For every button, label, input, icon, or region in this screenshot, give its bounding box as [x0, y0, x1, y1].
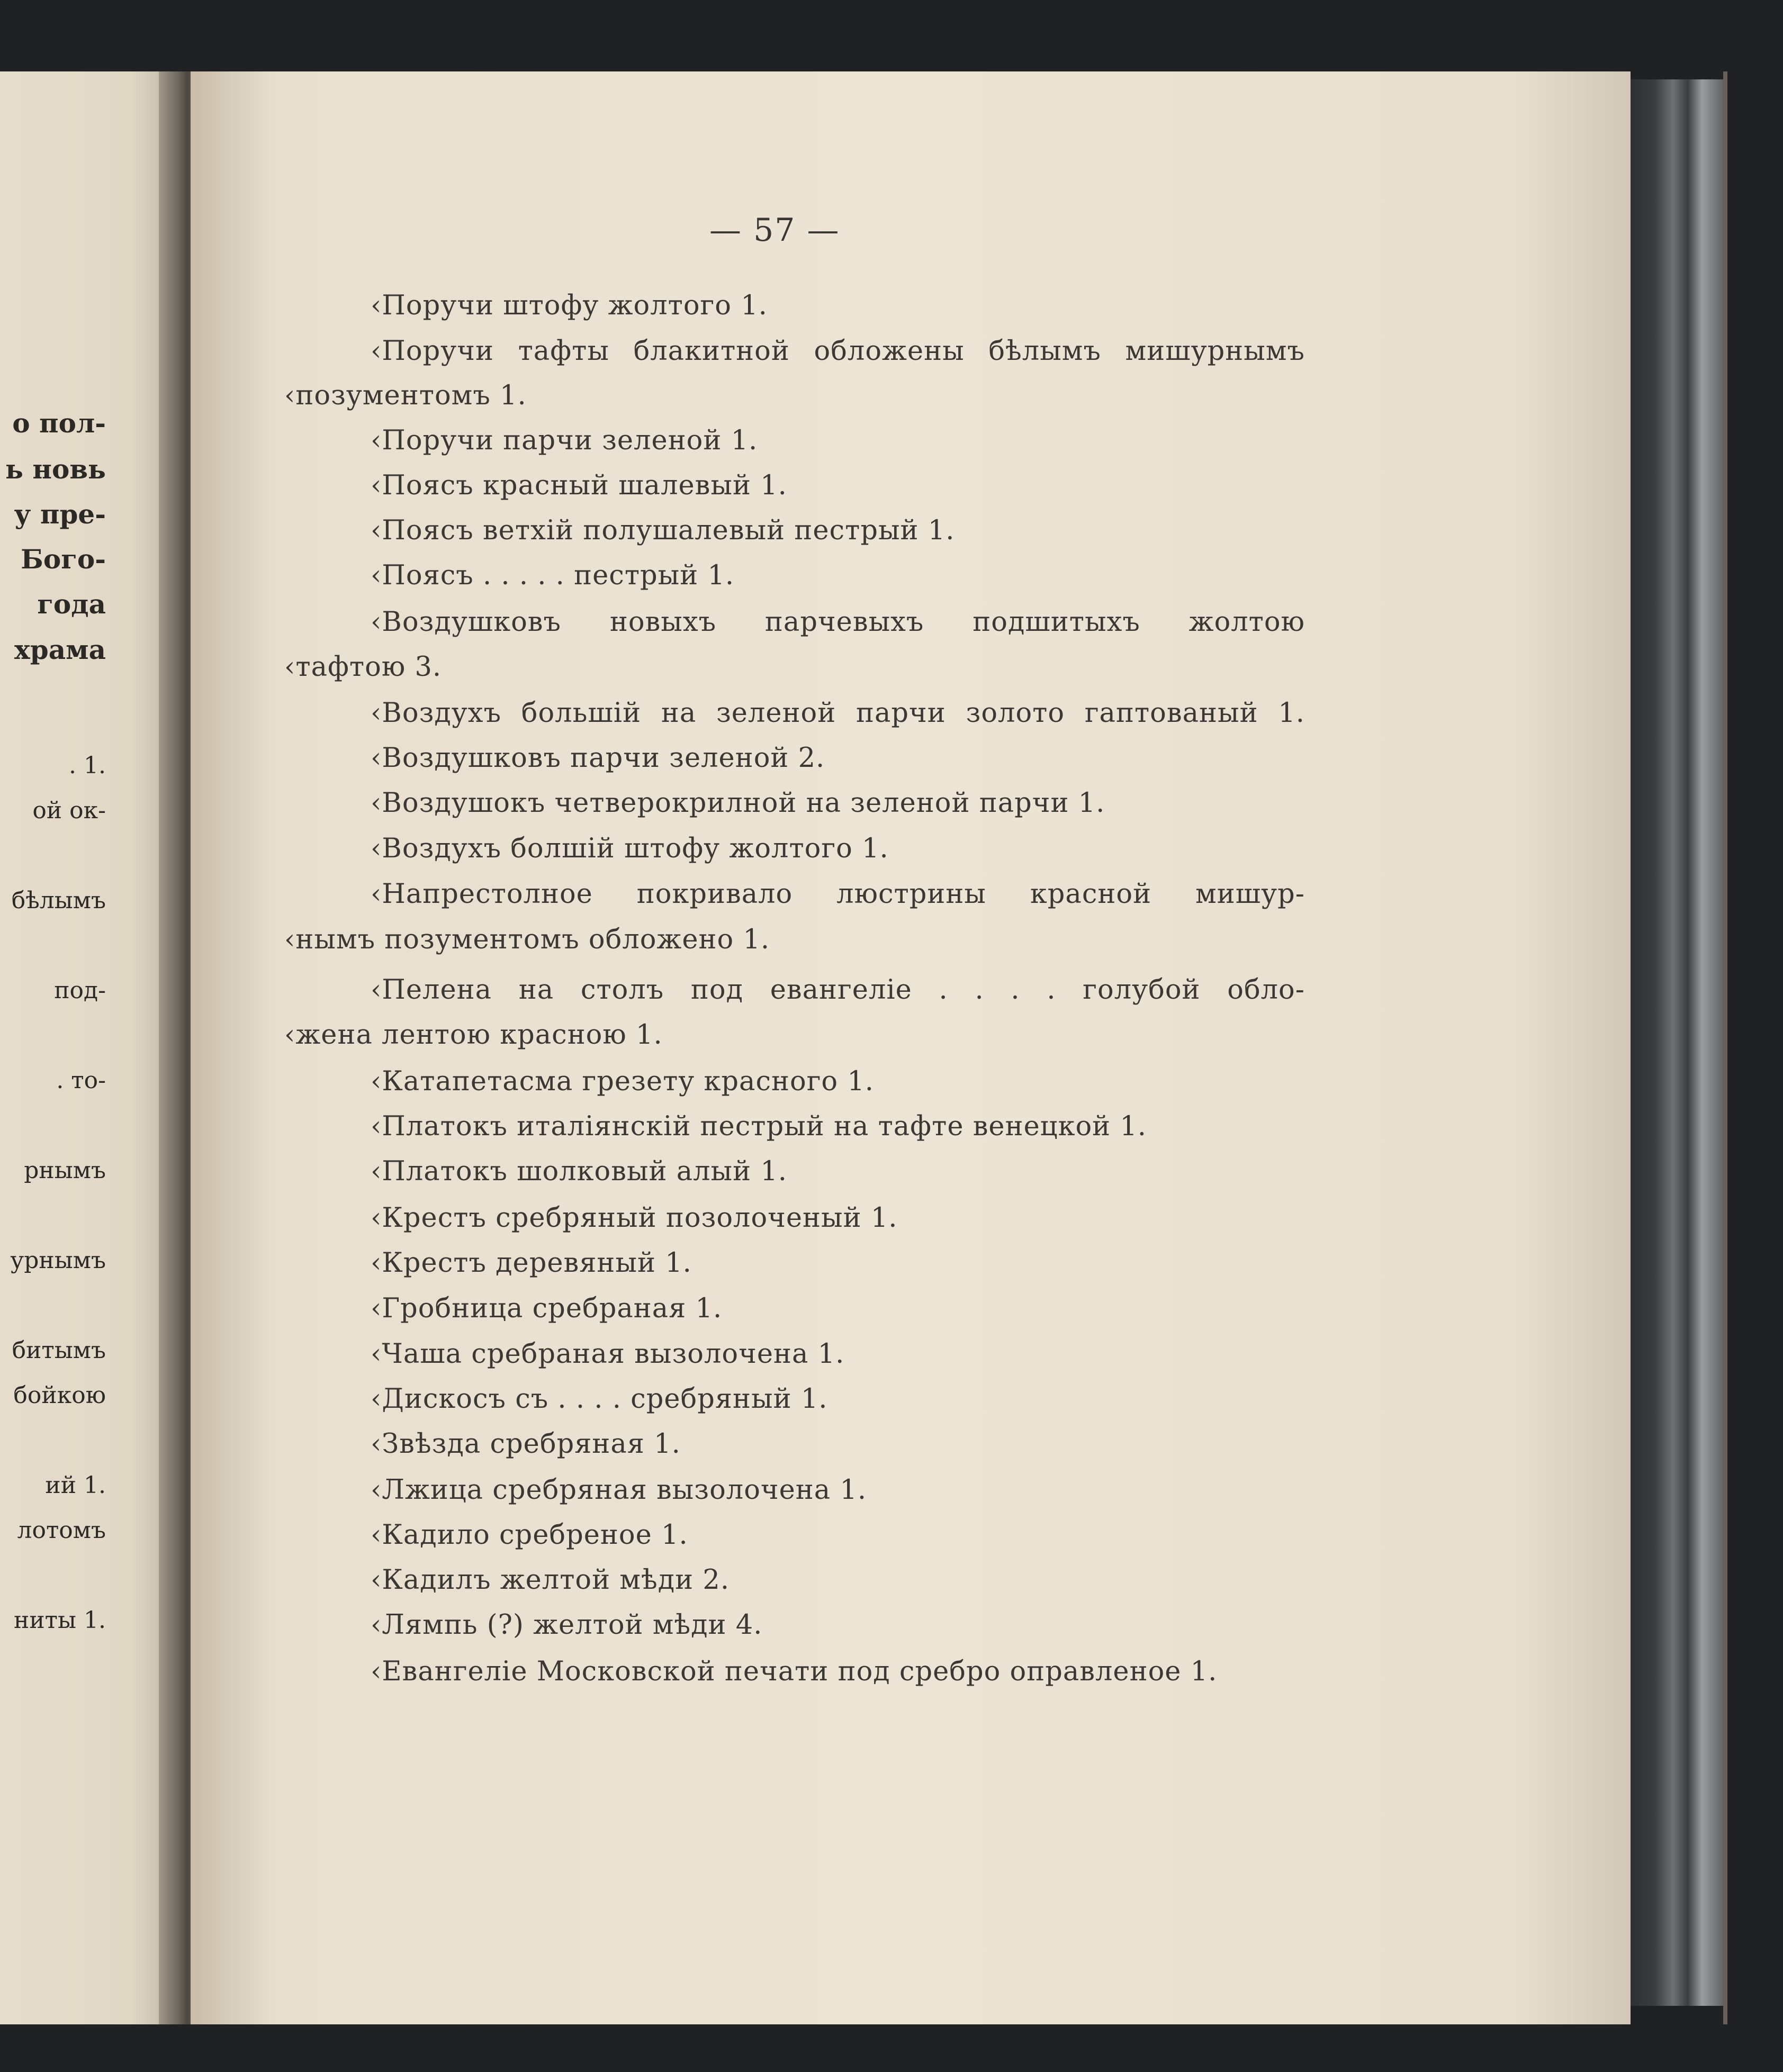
- inventory-line: ‹Звѣзда сребряная 1.: [371, 1428, 681, 1460]
- page-number: — 57 —: [709, 212, 840, 249]
- inventory-line: ‹Крестъ деревяный 1.: [371, 1247, 692, 1279]
- left-page-fragment: Бого-: [21, 544, 106, 575]
- inventory-line: ‹Воздухъ большій на зеленой парчи золото гаптованый 1.: [371, 698, 1305, 729]
- left-page-fragment: бойкою: [13, 1382, 106, 1409]
- left-page-fragment: о пол-: [12, 408, 106, 439]
- inventory-line: ‹Дискосъ съ . . . . сребряный 1.: [371, 1383, 828, 1415]
- left-page-fragment: под-: [54, 977, 106, 1004]
- left-page-fragment: у пре-: [14, 499, 106, 530]
- left-page-fragment: ий 1.: [45, 1472, 106, 1499]
- left-page-fragment: . то-: [56, 1067, 106, 1094]
- inventory-line: ‹Кадилъ желтой мѣди 2.: [371, 1564, 730, 1596]
- inventory-line: ‹Поручи парчи зеленой 1.: [371, 425, 758, 456]
- inventory-line: ‹нымъ позументомъ обложено 1.: [284, 924, 770, 955]
- inventory-line: ‹Воздухъ болшій штофу жолтого 1.: [371, 833, 889, 864]
- left-page-fragment: бѣлымъ: [11, 887, 106, 914]
- inventory-line: ‹позументомъ 1.: [284, 380, 527, 411]
- previous-page: [0, 71, 185, 2024]
- left-page-fragment: ой ок-: [32, 797, 106, 824]
- inventory-line: ‹Напрестолное покривало люстрины красной мишур-: [371, 879, 1305, 910]
- left-page-fragment: рнымъ: [24, 1157, 106, 1184]
- left-page-fragment: ниты 1.: [14, 1607, 106, 1634]
- inventory-line: ‹Поясъ . . . . . пестрый 1.: [371, 560, 735, 591]
- inventory-line: ‹Пелена на столъ под евангеліе . . . . голубой обло-: [371, 974, 1305, 1006]
- inventory-line: ‹тафтою 3.: [284, 652, 442, 683]
- inventory-line: ‹Катапетасма грезету красного 1.: [371, 1066, 874, 1097]
- inventory-line: ‹Лжица сребряная вызолочена 1.: [371, 1474, 867, 1506]
- inventory-line: ‹Поясъ красный шалевый 1.: [371, 470, 787, 501]
- inventory-line: ‹Кадило сребреное 1.: [371, 1519, 688, 1551]
- inventory-line: ‹Евангеліе Московской печати под сребро оправленое 1.: [371, 1656, 1218, 1687]
- inventory-line: ‹Воздушковъ парчи зеленой 2.: [371, 743, 825, 774]
- page-block-edge: [1631, 79, 1726, 2006]
- left-page-fragment: битымъ: [12, 1337, 106, 1364]
- inventory-line: ‹Поручи тафты блакитной обложены бѣлымъ мишурнымъ: [371, 336, 1305, 367]
- book-cover-edge: [1723, 71, 1727, 2024]
- inventory-line: ‹Поясъ ветхій полушалевый пестрый 1.: [371, 515, 955, 546]
- inventory-line: ‹Чаша сребраная вызолочена 1.: [371, 1338, 845, 1370]
- inventory-line: ‹жена лентою красною 1.: [284, 1019, 663, 1051]
- inventory-line: ‹Воздушокъ четверокрилной на зеленой парчи 1.: [371, 788, 1105, 819]
- left-page-fragment: храма: [14, 634, 106, 665]
- inventory-line: ‹Платокъ италіянскій пестрый на тафте венецкой 1.: [371, 1111, 1147, 1142]
- left-page-fragment: урнымъ: [10, 1247, 106, 1274]
- inventory-line: ‹Поручи штофу жолтого 1.: [371, 290, 768, 321]
- inventory-line: ‹Воздушковъ новыхъ парчевыхъ подшитыхъ жолтою: [371, 607, 1305, 638]
- inventory-line: ‹Лямпь (?) желтой мѣди 4.: [371, 1609, 763, 1641]
- inventory-line: ‹Платокъ шолковый алый 1.: [371, 1156, 787, 1187]
- left-page-fragment: . 1.: [69, 752, 106, 779]
- inventory-line: ‹Гробница сребраная 1.: [371, 1293, 723, 1324]
- left-page-fragment: года: [37, 589, 106, 620]
- inventory-line: ‹Крестъ сребряный позолоченый 1.: [371, 1202, 898, 1234]
- left-page-fragment: лотомъ: [17, 1517, 106, 1544]
- left-page-fragment: ь новь: [5, 454, 106, 485]
